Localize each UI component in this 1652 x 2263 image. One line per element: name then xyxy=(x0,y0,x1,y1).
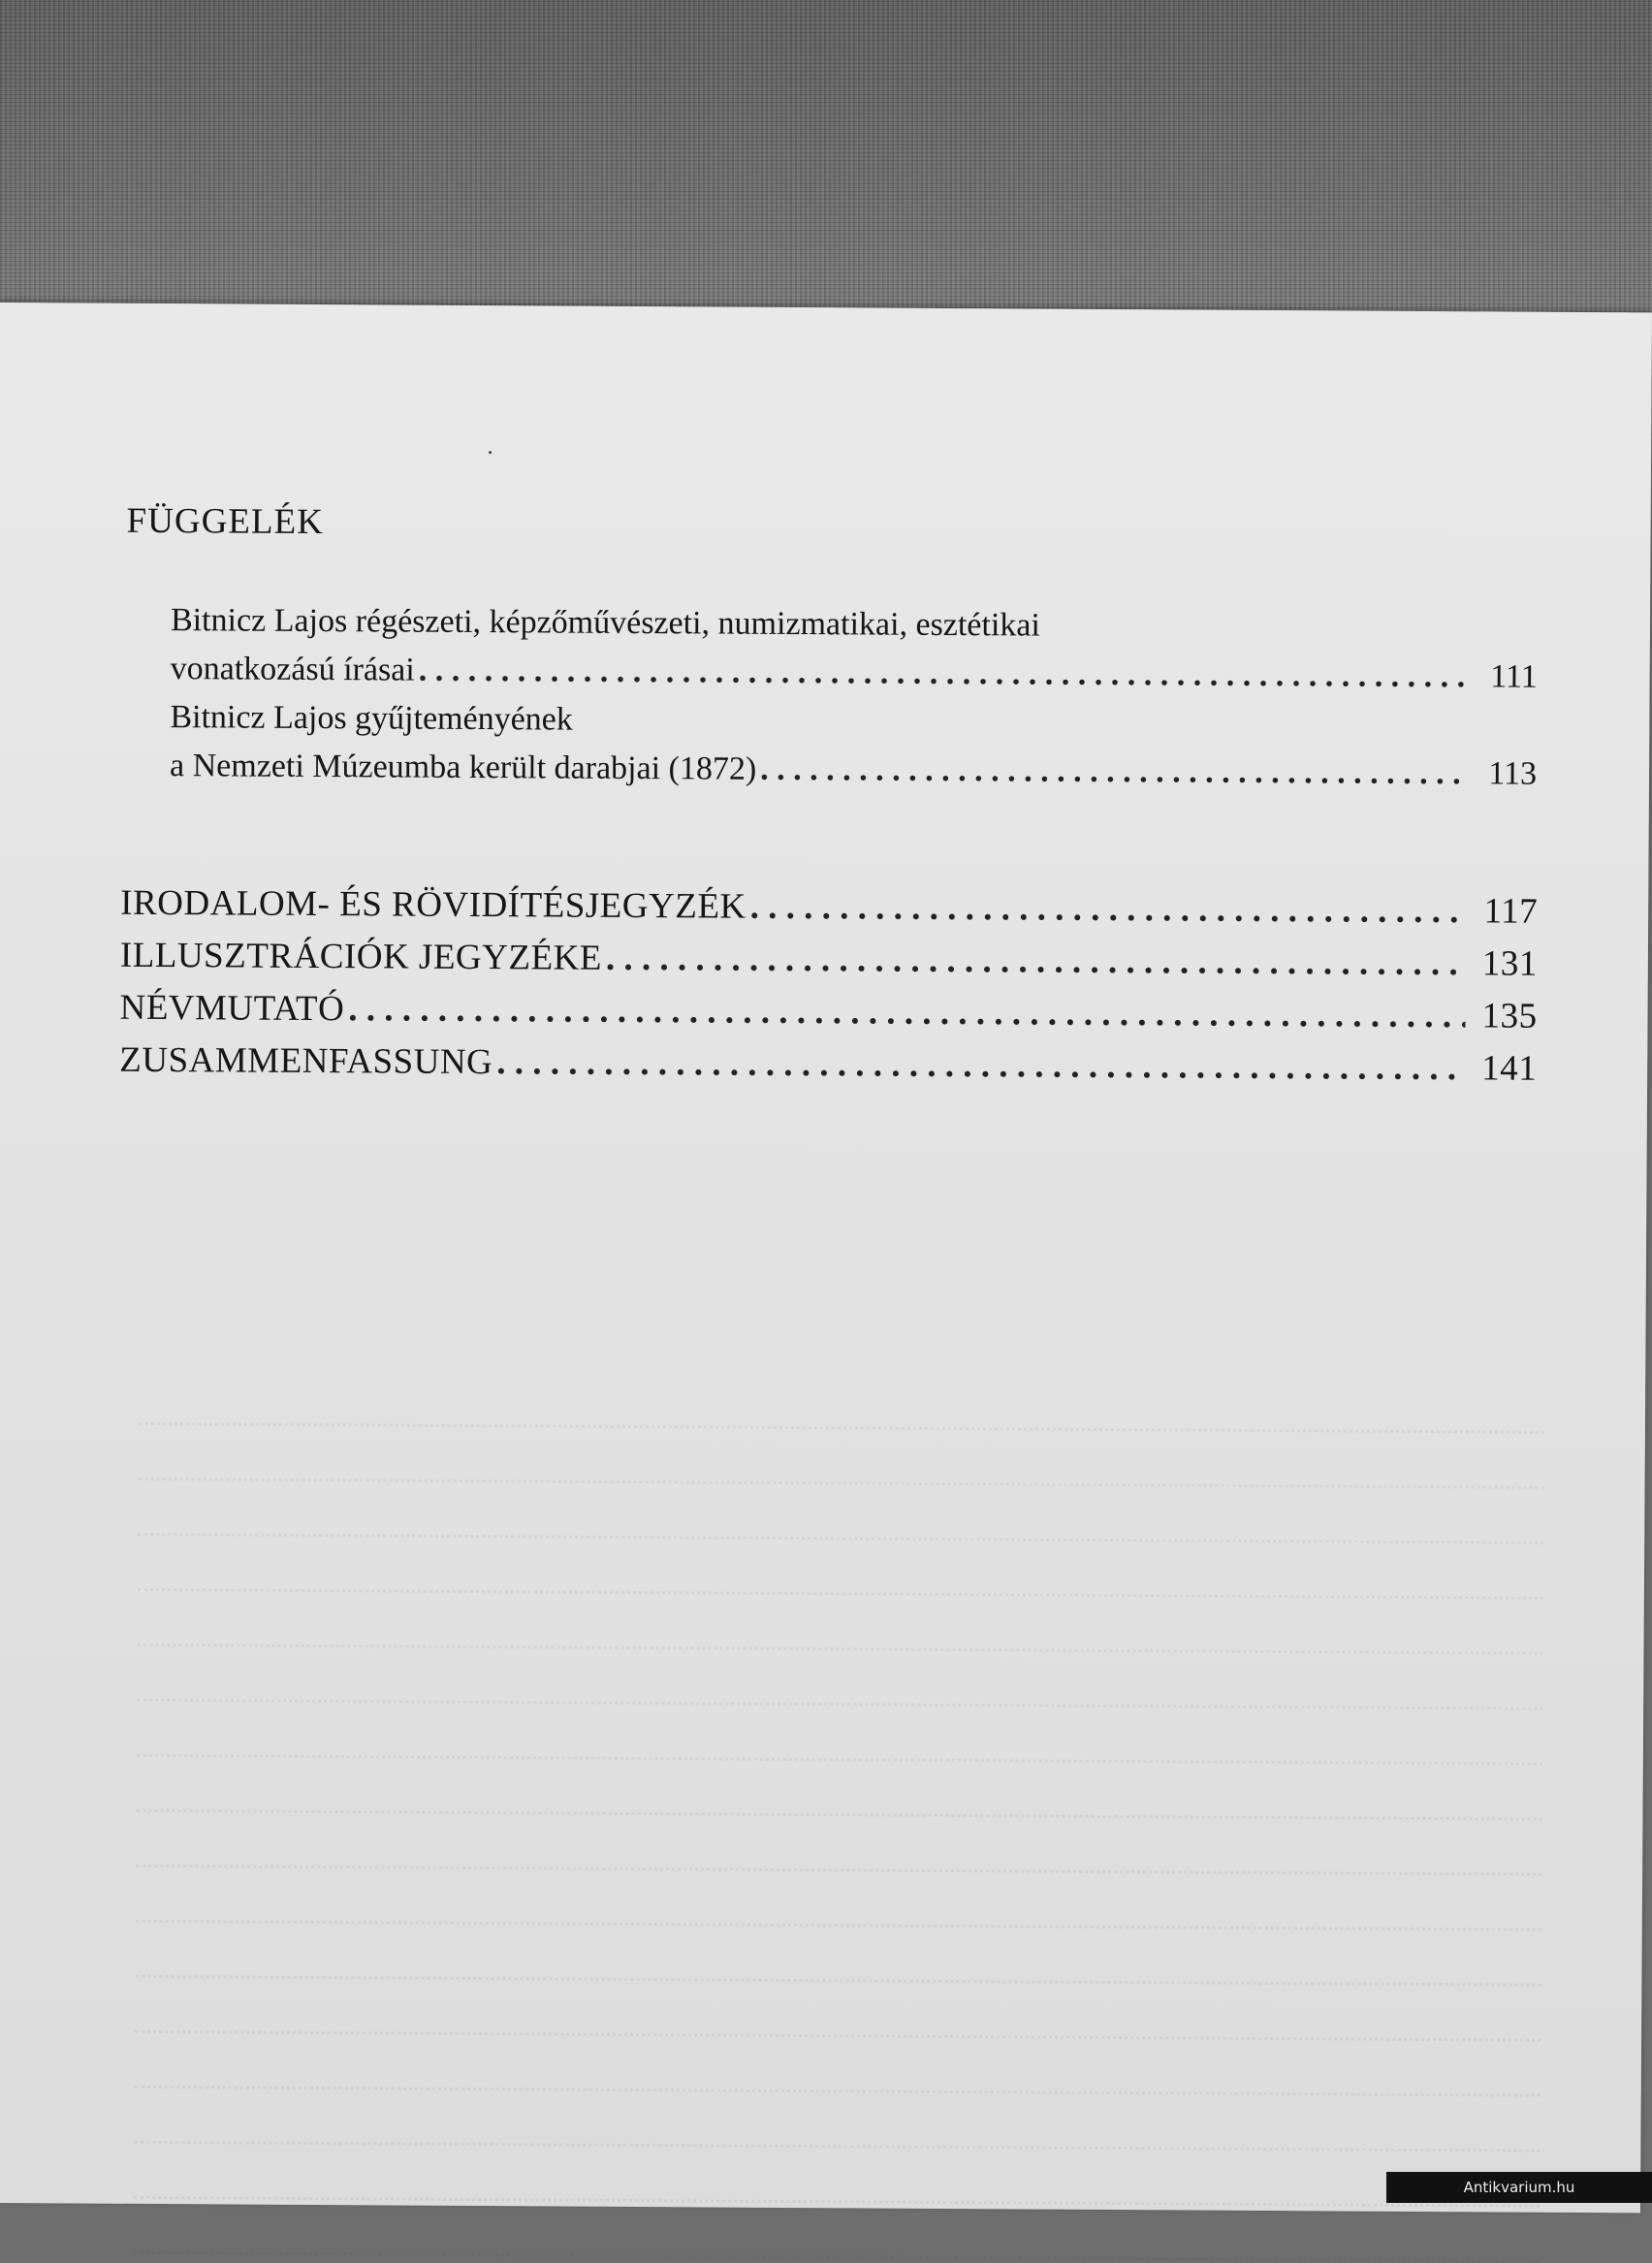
toc-main-entry xyxy=(119,1035,1537,1096)
toc-entry-line1 xyxy=(171,596,1538,653)
dot-leader xyxy=(419,647,1466,702)
book-page xyxy=(0,303,1652,2213)
section-heading: FÜGGELÉK xyxy=(126,500,325,543)
dot-leader xyxy=(348,983,1466,1042)
dot-leader xyxy=(760,746,1465,798)
page-number: 135 xyxy=(1481,996,1538,1036)
dot-leader xyxy=(606,933,1466,990)
toc-main-entries xyxy=(119,877,1538,1096)
page-number: 141 xyxy=(1481,1048,1538,1089)
toc-entry-line2 xyxy=(170,742,1537,799)
toc-main-title: NÉVMUTATÓ xyxy=(119,987,345,1030)
background-fabric xyxy=(0,0,1652,320)
toc-main-title: ZUSAMMENFASSUNG xyxy=(119,1039,493,1083)
toc-entry-title-line2: a Nemzeti Múzeumba került darabjai (1872) xyxy=(169,748,757,787)
toc-entry-line2 xyxy=(171,645,1538,702)
page-number: 113 xyxy=(1488,755,1538,792)
dot-leader xyxy=(496,1036,1465,1095)
toc-main-entry xyxy=(119,982,1537,1043)
toc-content xyxy=(0,303,1652,2213)
page-number: 131 xyxy=(1481,943,1538,984)
toc-main-title: IRODALOM- ÉS RÖVIDÍTÉSJEGYZÉK xyxy=(120,882,747,927)
toc-main-title: ILLUSZTRÁCIÓK JEGYZÉKE xyxy=(119,935,603,978)
dot-leader xyxy=(750,881,1467,939)
toc-entry-title-line2: vonatkozású írásai xyxy=(170,651,415,688)
watermark: Antikvarium.hu xyxy=(1386,2172,1652,2203)
page-number: 111 xyxy=(1490,658,1538,695)
page-number: 117 xyxy=(1483,891,1539,932)
toc-entry-title-line1: Bitnicz Lajos gyűjteményének xyxy=(170,699,573,738)
toc-main-entry xyxy=(120,877,1538,939)
toc-main-entry xyxy=(120,930,1538,991)
toc-entry-line1 xyxy=(170,693,1537,750)
toc-entry-title-line1: Bitnicz Lajos régészeti, képzőművészeti, numizmatikai, esztétikai xyxy=(170,602,1041,644)
toc-entry xyxy=(170,693,1538,799)
toc-entry xyxy=(171,596,1539,702)
